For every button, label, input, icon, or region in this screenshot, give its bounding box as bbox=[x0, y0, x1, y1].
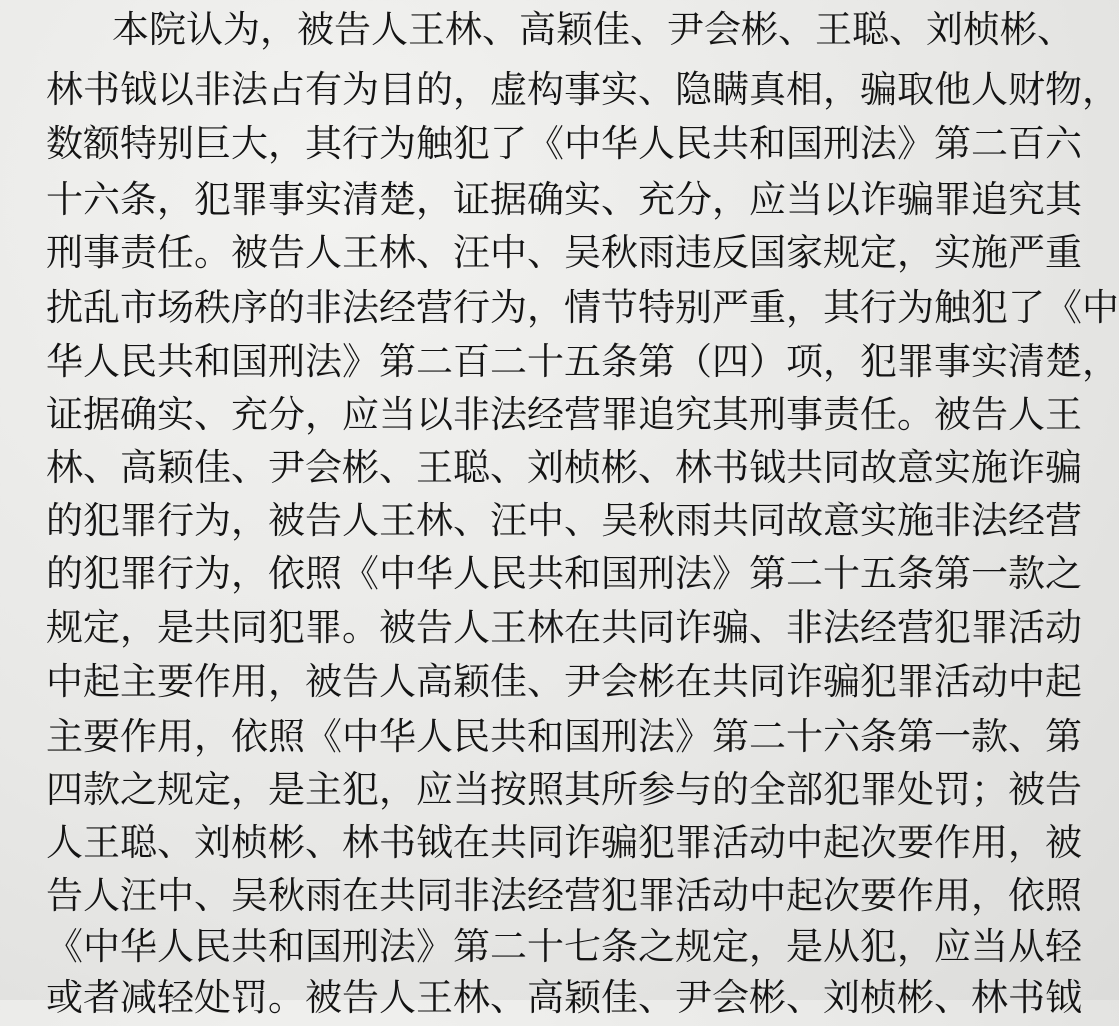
text-line: 本院认为，被告人王林、高颖佳、尹会彬、王聪、刘桢彬、 bbox=[112, 8, 1074, 51]
text-line: 的犯罪行为，被告人王林、汪中、吴秋雨共同故意实施非法经营 bbox=[46, 499, 1082, 542]
text-line: 十六条，犯罪事实清楚，证据确实、充分，应当以诈骗罪追究其 bbox=[46, 178, 1082, 221]
text-line: 《中华人民共和国刑法》第二十七条之规定，是从犯，应当从轻 bbox=[46, 925, 1082, 968]
text-line: 数额特别巨大，其行为触犯了《中华人民共和国刑法》第二百六 bbox=[46, 122, 1082, 165]
text-line: 中起主要作用，被告人高颖佳、尹会彬在共同诈骗犯罪活动中起 bbox=[46, 660, 1082, 703]
text-line: 四款之规定，是主犯，应当按照其所参与的全部犯罪处罚；被告 bbox=[46, 768, 1082, 811]
text-line: 主要作用，依照《中华人民共和国刑法》第二十六条第一款、第 bbox=[46, 715, 1082, 758]
text-line: 林、高颖佳、尹会彬、王聪、刘桢彬、林书钺共同故意实施诈骗 bbox=[46, 446, 1082, 489]
text-line: 证据确实、充分，应当以非法经营罪追究其刑事责任。被告人王 bbox=[46, 393, 1082, 436]
text-line: 告人汪中、吴秋雨在共同非法经营犯罪活动中起次要作用，依照 bbox=[46, 874, 1082, 917]
text-line: 规定，是共同犯罪。被告人王林在共同诈骗、非法经营犯罪活动 bbox=[46, 606, 1082, 649]
text-line: 的犯罪行为，依照《中华人民共和国刑法》第二十五条第一款之 bbox=[46, 552, 1082, 595]
text-line: 刑事责任。被告人王林、汪中、吴秋雨违反国家规定，实施严重 bbox=[46, 231, 1082, 274]
text-line: 扰乱市场秩序的非法经营行为，情节特别严重，其行为触犯了《中 bbox=[46, 286, 1119, 329]
text-line: 或者减轻处罚。被告人王林、高颖佳、尹会彬、刘桢彬、林书钺 bbox=[46, 976, 1082, 1019]
text-line: 林书钺以非法占有为目的，虚构事实、隐瞒真相，骗取他人财物， bbox=[46, 68, 1119, 111]
text-line: 华人民共和国刑法》第二百二十五条第（四）项，犯罪事实清楚， bbox=[46, 340, 1119, 383]
text-line: 人王聪、刘桢彬、林书钺在共同诈骗犯罪活动中起次要作用，被 bbox=[46, 821, 1082, 864]
